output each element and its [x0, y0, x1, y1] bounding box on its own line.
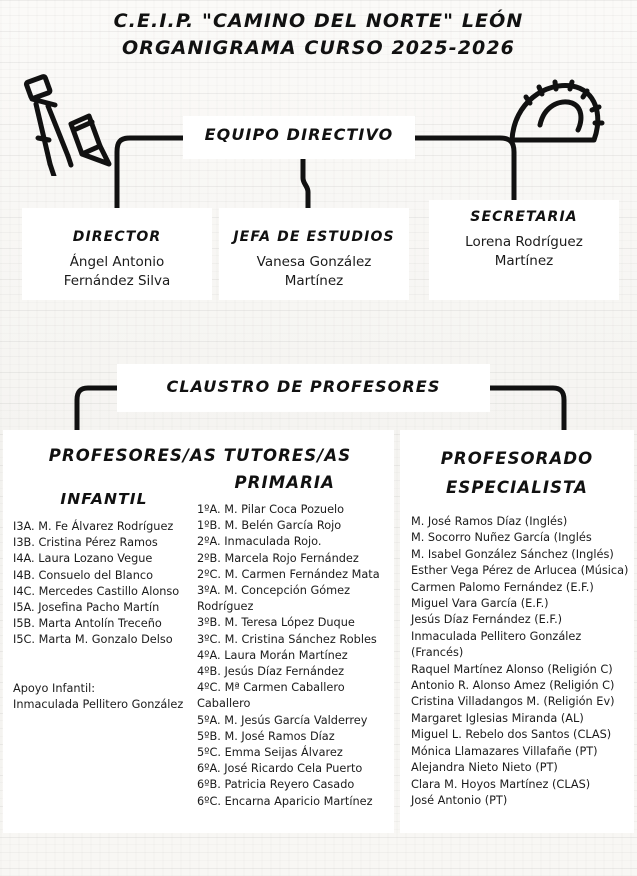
- secretaria-name: [429, 233, 619, 271]
- list-item: 4ºB. Jesús Díaz Fernández: [197, 665, 345, 679]
- tutores-heading: [21, 442, 379, 496]
- list-item: 3ºA. M. Concepción Gómez: [197, 584, 351, 598]
- apoyo-infantil: [13, 681, 203, 713]
- list-item: 2ºB. Marcela Rojo Fernández: [197, 551, 359, 565]
- text-line: Ángel Antonio: [69, 254, 165, 270]
- list-item: M. Socorro Nuñez García (Inglés: [411, 531, 592, 545]
- secretaria-role: SECRETARIA: [470, 209, 578, 225]
- list-item: Jesús Díaz Fernández (E.F.): [411, 613, 563, 627]
- list-item: 6ºB. Patricia Reyero Casado: [197, 778, 355, 792]
- list-item: I5C. Marta M. Gonzalo Delso: [13, 633, 173, 647]
- text-line: Lorena Rodríguez: [465, 234, 583, 250]
- tutores-panel: [3, 430, 394, 833]
- especialista-heading-line1: PROFESORADO: [440, 449, 594, 468]
- list-item: Clara M. Hoyos Martínez (CLAS): [411, 777, 591, 791]
- equipo-directivo-card: [183, 116, 415, 159]
- infantil-list: [13, 519, 193, 649]
- tutores-heading-line2: PRIMARIA: [234, 473, 335, 492]
- secretaria-card: [429, 200, 619, 300]
- infantil-heading: INFANTIL: [60, 490, 148, 508]
- list-item: Inmaculada Pellitero González (Francés): [411, 629, 582, 660]
- director-card: [22, 208, 212, 300]
- page-title-line2: ORGANIGRAMA CURSO 2025-2026: [121, 37, 515, 59]
- claustro-heading: CLAUSTRO DE PROFESORES: [166, 377, 441, 396]
- list-item: 4ºA. Laura Morán Martínez: [197, 648, 348, 662]
- especialista-heading-line2: ESPECIALISTA: [445, 478, 589, 497]
- list-item: I3B. Cristina Pérez Ramos: [13, 536, 158, 550]
- list-item: I4A. Laura Lozano Vegue: [13, 552, 153, 566]
- list-item: I5A. Josefina Pacho Martín: [13, 601, 160, 615]
- list-item: Mónica Llamazares Villafañe (PT): [411, 744, 598, 758]
- text-line: Martínez: [284, 273, 344, 289]
- list-item: 2ºA. Inmaculada Rojo.: [197, 535, 322, 549]
- list-item: Raquel Martínez Alonso (Religión C): [411, 662, 613, 676]
- page-title-line1: C.E.I.P. "CAMINO DEL NORTE" LEÓN: [113, 10, 524, 32]
- list-item: Esther Vega Pérez de Arlucea (Música): [411, 564, 629, 578]
- apoyo-infantil-name: Inmaculada Pellitero González: [13, 698, 184, 712]
- list-item: Rodríguez: [197, 600, 254, 614]
- list-item: I3A. M. Fe Álvarez Rodríguez: [13, 520, 174, 533]
- list-item: 5ºC. Emma Seijas Álvarez: [197, 746, 343, 760]
- list-item: I4B. Consuelo del Blanco: [13, 568, 153, 582]
- list-item: 5ºA. M. Jesús García Valderrey: [197, 713, 368, 727]
- list-item: M. José Ramos Díaz (Inglés): [411, 515, 568, 528]
- jefa-estudios-role: JEFA DE ESTUDIOS: [233, 229, 395, 245]
- jefa-estudios-card: [219, 208, 409, 300]
- list-item: M. Isabel González Sánchez (Inglés): [411, 547, 614, 561]
- page-title: [0, 8, 637, 62]
- list-item: 1ºA. M. Pilar Coca Pozuelo: [197, 503, 345, 516]
- list-item: Antonio R. Alonso Amez (Religión C): [411, 679, 615, 693]
- list-item: 5ºB. M. José Ramos Díaz: [197, 729, 335, 743]
- claustro-card: [117, 364, 490, 412]
- list-item: 4ºC. Mª Carmen Caballero Caballero: [197, 681, 345, 711]
- director-role: DIRECTOR: [72, 229, 162, 245]
- primaria-list: [197, 502, 393, 810]
- equipo-directivo-heading: EQUIPO DIRECTIVO: [204, 125, 394, 144]
- list-item: I5B. Marta Antolín Treceño: [13, 617, 162, 631]
- text-line: Martínez: [494, 253, 554, 269]
- list-item: Carmen Palomo Fernández (E.F.): [411, 580, 594, 594]
- list-item: 6ºC. Encarna Aparicio Martínez: [197, 794, 373, 808]
- list-item: 3ºB. M. Teresa López Duque: [197, 616, 355, 630]
- director-name: [22, 253, 212, 291]
- text-line: Vanesa González: [256, 254, 372, 270]
- list-item: Miguel Vara García (E.F.): [411, 597, 549, 611]
- jefa-estudios-name: [219, 253, 409, 291]
- especialista-heading: [400, 444, 634, 502]
- list-item: 6ºA. José Ricardo Cela Puerto: [197, 762, 363, 776]
- apoyo-infantil-label: Apoyo Infantil:: [13, 682, 96, 695]
- list-item: Margaret Iglesias Miranda (AL): [411, 711, 584, 725]
- text-line: Fernández Silva: [63, 273, 171, 289]
- list-item: I4C. Mercedes Castillo Alonso: [13, 584, 180, 598]
- list-item: 2ºC. M. Carmen Fernández Mata: [197, 567, 380, 581]
- tutores-heading-line1: PROFESORES/AS TUTORES/AS: [48, 446, 352, 465]
- list-item: 1ºB. M. Belén García Rojo: [197, 519, 342, 533]
- list-item: Alejandra Nieto Nieto (PT): [411, 761, 558, 775]
- list-item: Miguel L. Rebelo dos Santos (CLAS): [411, 728, 612, 742]
- especialista-list: [411, 514, 636, 809]
- list-item: 3ºC. M. Cristina Sánchez Robles: [197, 632, 377, 646]
- list-item: José Antonio (PT): [411, 793, 508, 807]
- especialista-panel: [400, 430, 634, 833]
- list-item: Cristina Villadangos M. (Religión Ev): [411, 695, 615, 709]
